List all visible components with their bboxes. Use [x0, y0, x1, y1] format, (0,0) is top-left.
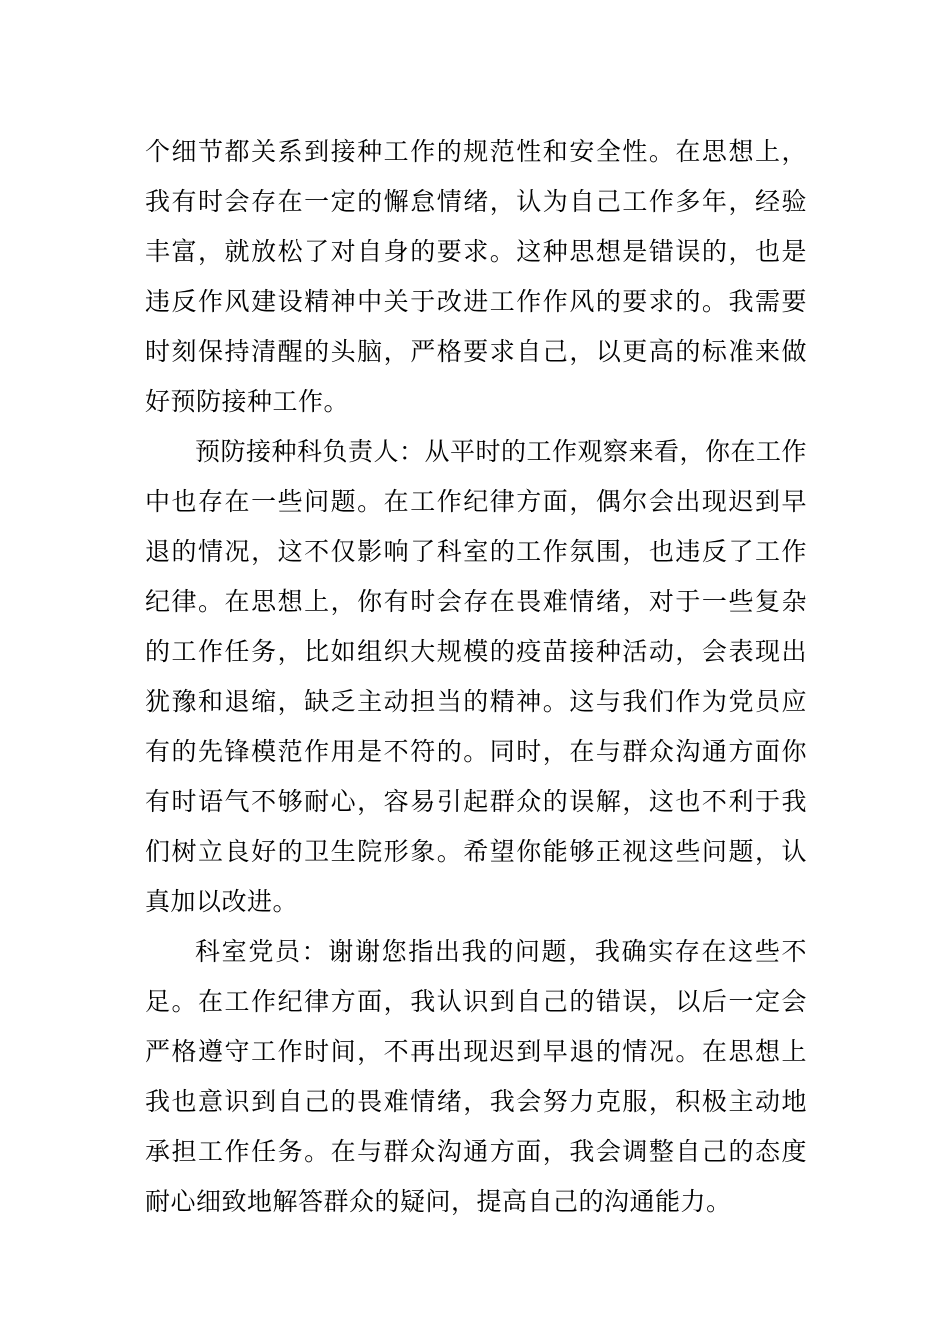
document-body	[145, 127, 807, 1227]
paragraph-1: 个细节都关系到接种工作的规范性和安全性。在思想上，我有时会存在一定的懈怠情绪，认为自己工作多年，经验丰富，就放松了对自身的要求。这种思想是错误的，也是违反作风建设精神中关于改进工作作风的要求的。我需要时刻保持清醒的头脑，严格要求自己，以更高的标准来做好预防接种工作。	[145, 137, 807, 416]
paragraph-3: 科室党员：谢谢您指出我的问题，我确实存在这些不足。在工作纪律方面，我认识到自己的错误，以后一定会严格遵守工作时间，不再出现迟到早退的情况。在思想上我也意识到自己的畏难情绪，我会努力克服，积极主动地承担工作任务。在与群众沟通方面，我会调整自己的态度耐心细致地解答群众的疑问，提高自己的沟通能力。	[145, 937, 807, 1216]
paragraph-2: 预防接种科负责人：从平时的工作观察来看，你在工作中也存在一些问题。在工作纪律方面，偶尔会出现迟到早退的情况，这不仅影响了科室的工作氛围，也违反了工作纪律。在思想上，你有时会存在畏难情绪，对于一些复杂的工作任务，比如组织大规模的疫苗接种活动，会表现出犹豫和退缩，缺乏主动担当的精神。这与我们作为党员应有的先锋模范作用是不符的。同时，在与群众沟通方面你有时语气不够耐心，容易引起群众的误解，这也不利于我们树立良好的卫生院形象。希望你能够正视这些问题，认真加以改进。	[145, 437, 808, 916]
